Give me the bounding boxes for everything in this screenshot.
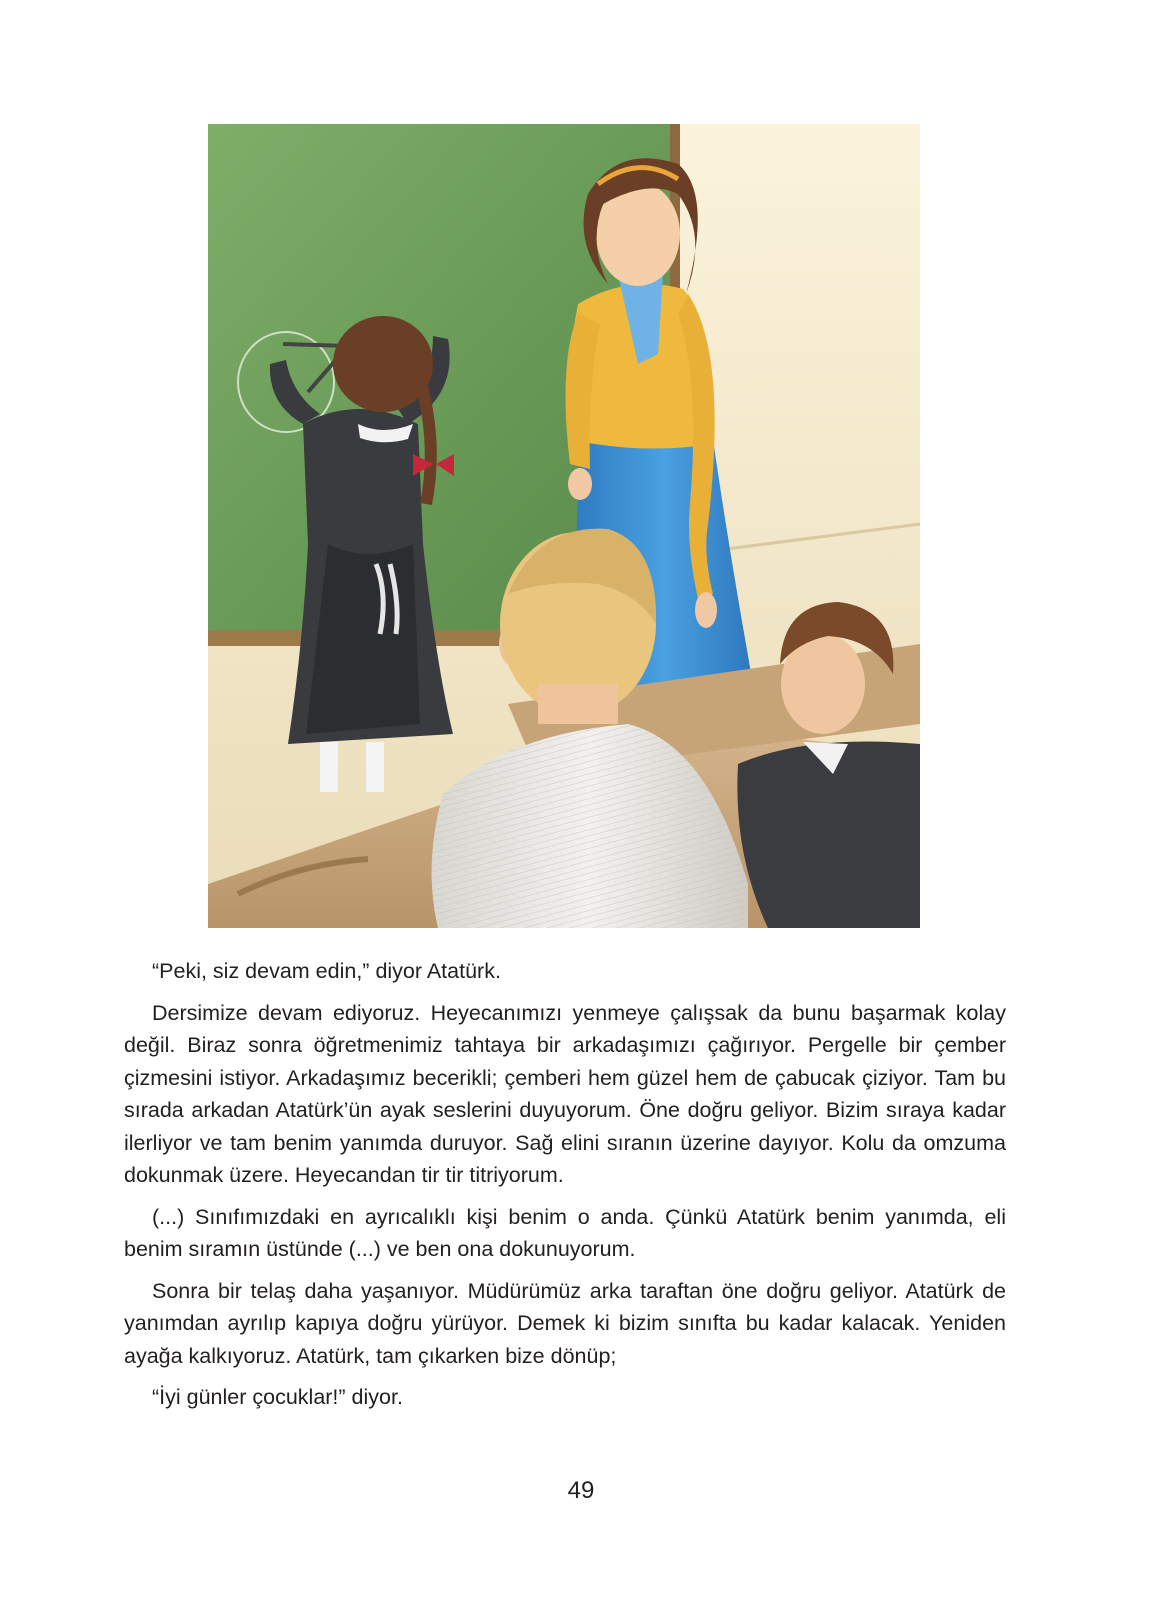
paragraph: Sonra bir telaş daha yaşanıyor. Müdürümüz arka taraftan öne doğru geliyor. Atatürk de yanımdan ayrılıp kapıya doğru yürüyor. Demek ki bizim sınıfta bu kadar kalacak. Yeniden ayağa kalkıyoruz. Atatürk, tam çıkarken bize dönüp; (124, 1278, 1006, 1368)
classroom-illustration (208, 124, 920, 928)
story-text (124, 955, 1006, 1423)
paragraph: (...) Sınıfımızdaki en ayrıcalıklı kişi benim o anda. Çünkü Atatürk benim yanımda, eli benim sıramın üstünde (...) ve ben ona dokunuyorum. (124, 1204, 1006, 1261)
page-number: 49 (567, 1477, 595, 1504)
paragraph: Dersimize devam ediyoruz. Heyecanımızı yenmeye çalışsak da bunu başarmak kolay değil. Biraz sonra öğretmenimiz tahtaya bir arkadaşımızı çağırıyor. Pergelle bir çember çizmesini istiyor. Arkadaşımız becerikli; çemberi hem güzel hem de çabucak çiziyor. Tam bu sırada arkadan Atatürk’ün ayak seslerini duyuyorum. Öne doğru geliyor. Bizim sıraya kadar ilerliyor ve tam benim yanımda duruyor. Sağ elini sıranın üzerine dayıyor. Kolu da omzuma dokunmak üzere. Heyecandan tir tir titriyorum. (124, 1000, 1006, 1187)
paragraph: “İyi günler çocuklar!” diyor. (152, 1385, 403, 1409)
paragraph: “Peki, siz devam edin,” diyor Atatürk. (152, 959, 501, 983)
